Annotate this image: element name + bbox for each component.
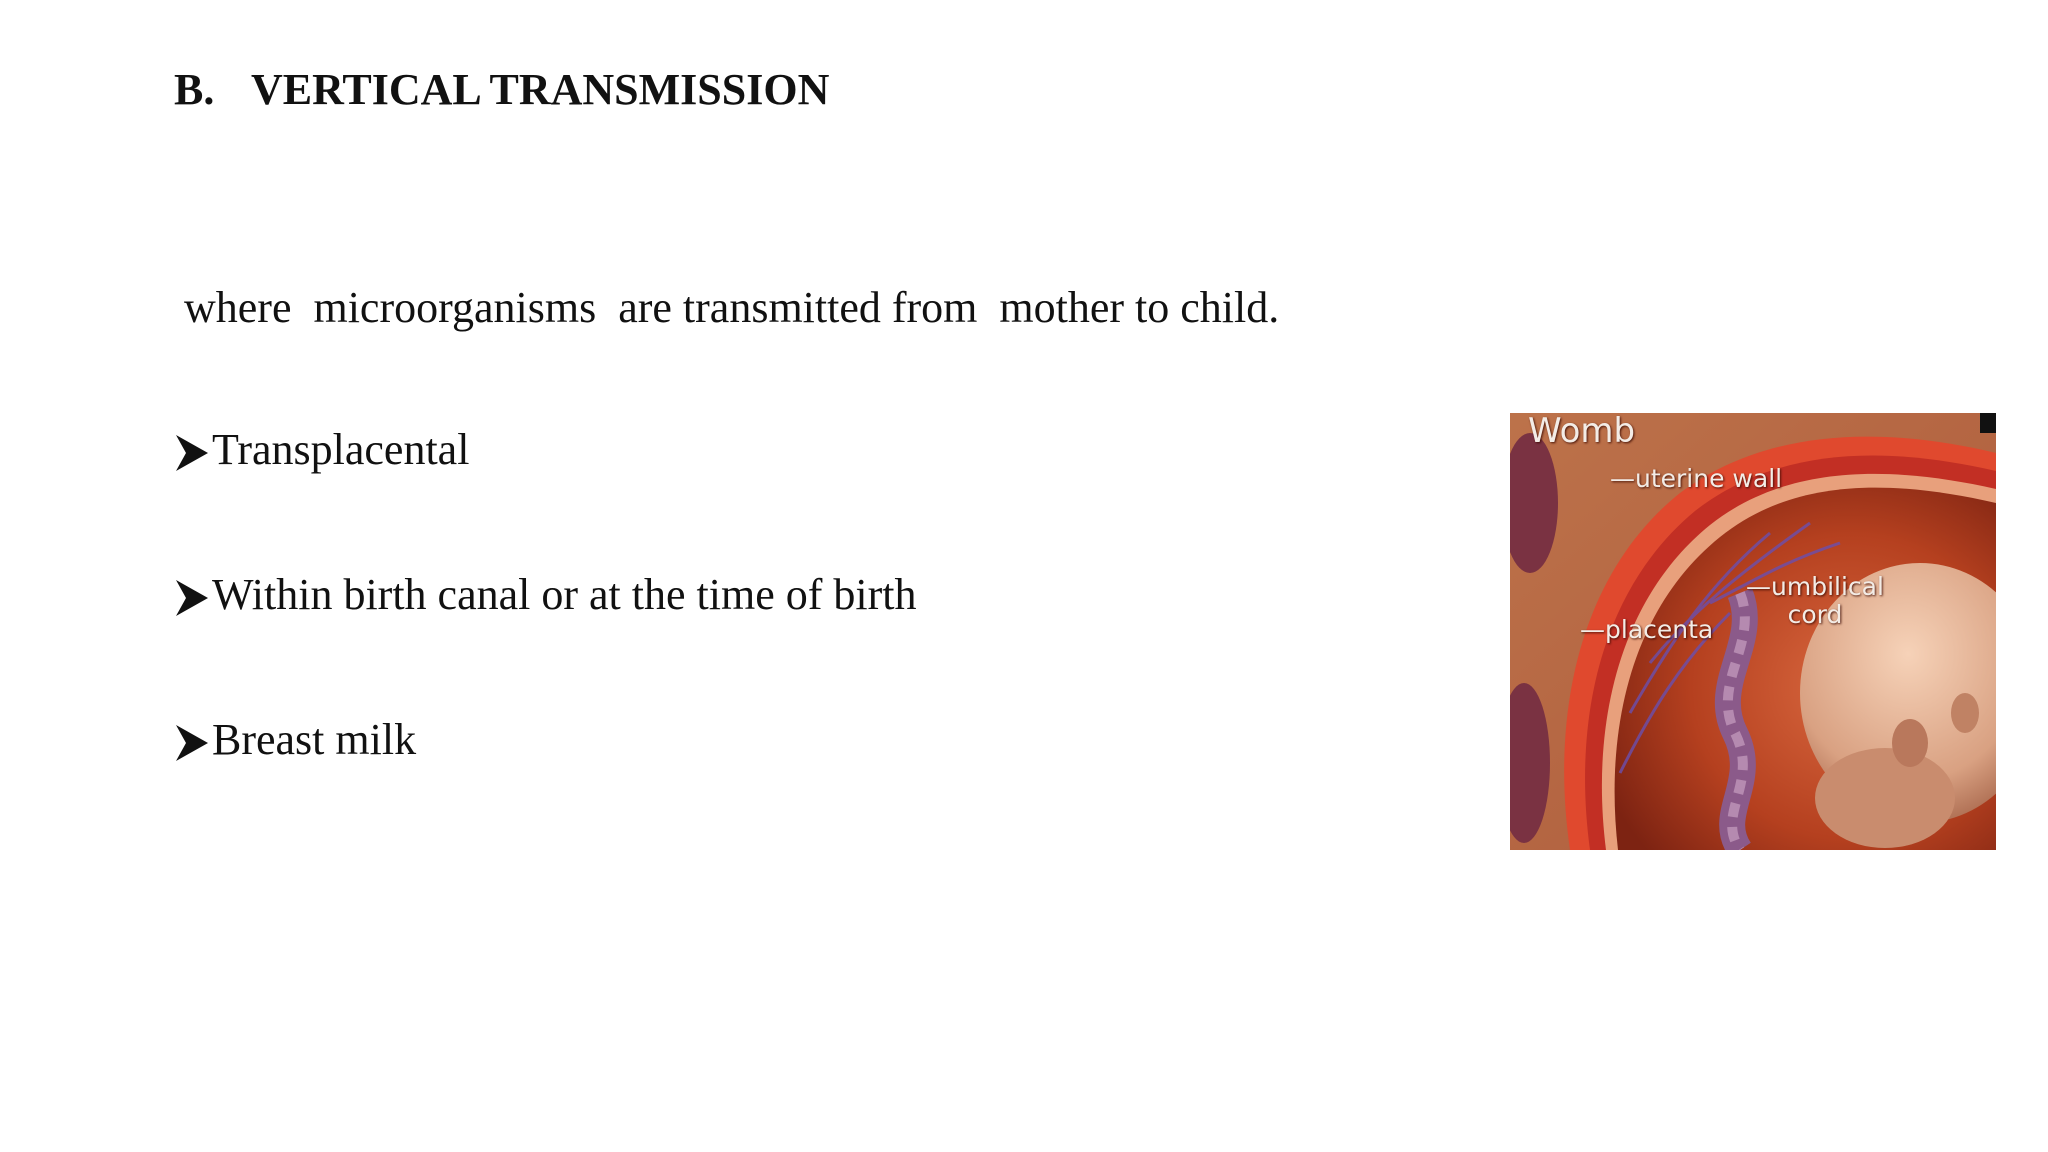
uterine-wall-label: —uterine wall [1610,464,1783,493]
bullet-text: Breast milk [212,715,417,764]
bullet-text: Within birth canal or at the time of birth [212,570,917,619]
intro-text: where microorganisms are transmitted from mother to child. [184,283,1280,332]
arrow-bullet-icon [174,432,210,474]
umbilical-label-line1: —umbilical [1746,572,1884,601]
bullet-item [174,714,916,859]
bullet-item [174,424,916,569]
title-marker: B. [174,65,215,114]
arrow-bullet-icon [174,722,210,764]
womb-label: Womb [1528,413,1636,451]
arrow-bullet-icon [174,577,210,619]
womb-illustration [1510,413,1996,850]
umbilical-cord-label [1746,573,1884,628]
title-text: VERTICAL TRANSMISSION [251,65,830,114]
bullet-text: Transplacental [212,425,470,474]
bullet-list [174,424,916,859]
bullet-item [174,569,916,714]
slide-title [174,64,829,115]
placenta-label: —placenta [1580,615,1714,644]
umbilical-label-line2: cord [1787,599,1843,629]
